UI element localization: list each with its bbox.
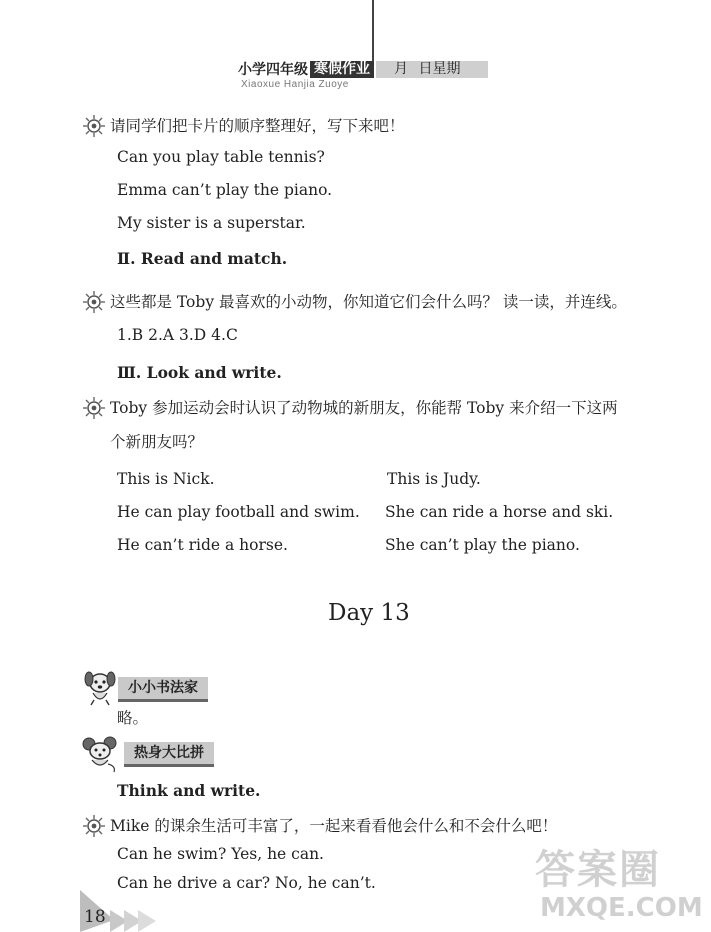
section3-left-line-3: He can’t ride a horse.: [117, 536, 288, 554]
header-subtitle: Xiaoxue Hanjia Zuoye: [241, 79, 349, 90]
section3-instruction-line-2: 个新朋友吗？: [110, 433, 204, 451]
section2-answers: 1.B 2.A 3.D 4.C: [117, 326, 238, 344]
watermark-logo-text: 答案圈: [535, 847, 661, 893]
badge-calligraphy: 小小书法家: [118, 677, 208, 702]
section1-instruction: 请同学们把卡片的顺序整理好，写下来吧！: [110, 117, 405, 135]
section2-heading: Ⅱ. Read and match.: [117, 249, 288, 268]
day-instruction: Mike 的课余生活可丰富了，一起来看看他会什么和不会什么吧！: [110, 817, 558, 835]
section3-left-line-1: This is Nick.: [117, 470, 215, 488]
dog-mascot-icon: [80, 667, 120, 707]
section1-line-1: Can you play table tennis?: [117, 148, 325, 166]
section3-left-line-2: He can play football and swim.: [117, 503, 360, 521]
section2-instruction: 这些都是 Toby 最喜欢的小动物，你知道它们会什么吗？ 读一读，并连线。: [110, 293, 627, 311]
section3-heading: Ⅲ. Look and write.: [117, 363, 282, 382]
section3-right-line-1: This is Judy.: [387, 470, 481, 488]
header-grade: 小学四年级: [238, 62, 308, 78]
day-line-2: Can he drive a car? No, he can’t.: [117, 874, 376, 892]
page-number: 18: [84, 907, 106, 927]
header-date-box: 月 日星期: [376, 61, 488, 78]
badge-warmup: 热身大比拼: [124, 742, 214, 767]
header-book-name: 寒假作业: [310, 61, 374, 78]
sun-bullet-icon: [82, 396, 106, 420]
section3-right-line-2: She can ride a horse and ski.: [385, 503, 614, 521]
section3-instruction-line-1: Toby 参加运动会时认识了动物城的新朋友，你能帮 Toby 来介绍一下这两: [110, 399, 618, 417]
day-heading: Think and write.: [117, 781, 261, 800]
mouse-mascot-icon: [80, 734, 120, 774]
sun-bullet-icon: [82, 290, 106, 314]
section1-line-2: Emma can’t play the piano.: [117, 181, 333, 199]
day-title: Day 13: [328, 600, 410, 626]
section1-line-3: My sister is a superstar.: [117, 214, 306, 232]
watermark-url: MXQE.COM: [540, 893, 703, 923]
sun-bullet-icon: [82, 114, 106, 138]
day-line-1: Can he swim? Yes, he can.: [117, 845, 324, 863]
section3-right-line-3: She can’t play the piano.: [385, 536, 580, 554]
header-title: [238, 59, 488, 79]
badge1-answer: 略。: [117, 709, 149, 727]
sun-bullet-icon: [82, 814, 106, 838]
header-divider-line: [372, 0, 374, 62]
